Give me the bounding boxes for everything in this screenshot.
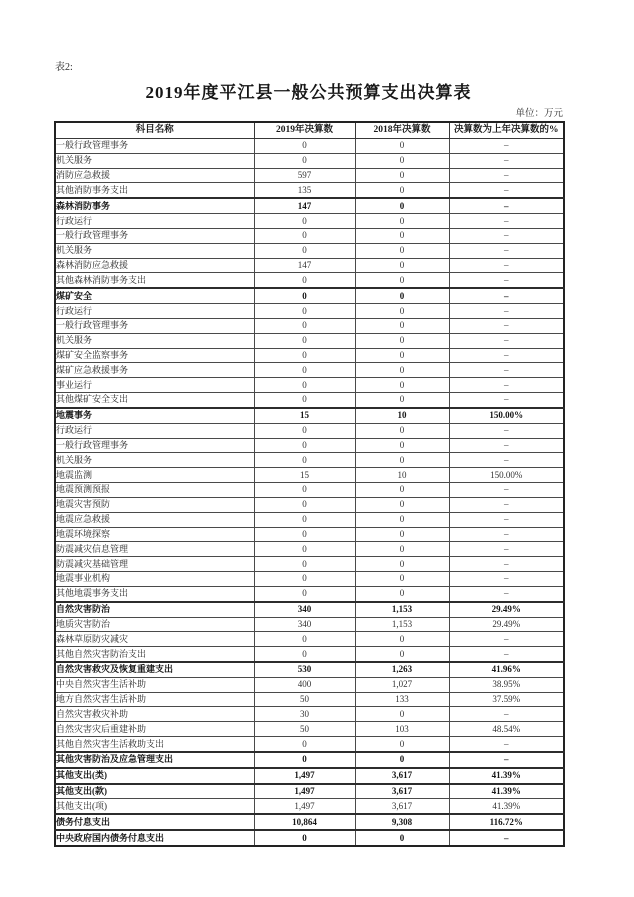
subject-name-cell: 一般行政管理事务 [55,228,254,243]
table-row [55,453,564,468]
value-2018-cell: 0 [355,483,449,498]
percent-cell: 41.39% [449,768,564,784]
value-2019-cell: 400 [254,677,355,692]
percent-cell: 29.49% [449,617,564,632]
percent-cell: – [449,228,564,243]
percent-cell: – [449,288,564,303]
subject-name-cell: 地震监测 [55,468,254,483]
value-2019-cell: 0 [254,288,355,303]
table-row [55,333,564,348]
subject-name-cell: 森林草原防灾减灾 [55,632,254,647]
value-2018-cell: 1,153 [355,602,449,617]
table-row [55,752,564,768]
value-2019-cell: 0 [254,632,355,647]
table-row [55,378,564,393]
table-row [55,737,564,752]
percent-cell: – [449,139,564,154]
value-2019-cell: 15 [254,408,355,423]
value-2019-cell: 0 [254,273,355,288]
value-2019-cell: 0 [254,586,355,601]
subject-name-cell: 其他地震事务支出 [55,586,254,601]
percent-cell: – [449,707,564,722]
percent-cell: 41.39% [449,784,564,799]
value-2019-cell: 0 [254,572,355,587]
value-2019-cell: 0 [254,527,355,542]
percent-cell: – [449,333,564,348]
percent-cell: – [449,830,564,846]
subject-name-cell: 机关服务 [55,453,254,468]
table-row [55,799,564,814]
subject-name-cell: 事业运行 [55,378,254,393]
value-2018-cell: 3,617 [355,799,449,814]
subject-name-cell: 机关服务 [55,153,254,168]
value-2019-cell: 0 [254,557,355,572]
table-row [55,258,564,273]
value-2019-cell: 1,497 [254,784,355,799]
column-header-2019: 2019年决算数 [254,122,355,139]
percent-cell: 41.96% [449,662,564,677]
percent-cell: – [449,363,564,378]
value-2019-cell: 530 [254,662,355,677]
value-2018-cell: 1,263 [355,662,449,677]
value-2018-cell: 0 [355,737,449,752]
value-2019-cell: 0 [254,438,355,453]
value-2019-cell: 147 [254,198,355,213]
value-2018-cell: 0 [355,288,449,303]
percent-cell: – [449,348,564,363]
value-2018-cell: 0 [355,153,449,168]
table-row [55,483,564,498]
percent-cell: – [449,243,564,258]
value-2019-cell: 0 [254,139,355,154]
value-2018-cell: 0 [355,752,449,768]
value-2019-cell: 0 [254,512,355,527]
table-row [55,393,564,408]
percent-cell: – [449,378,564,393]
value-2018-cell: 0 [355,527,449,542]
value-2019-cell: 135 [254,183,355,198]
table-row [55,602,564,617]
value-2019-cell: 340 [254,602,355,617]
subject-name-cell: 其他自然灾害防治支出 [55,647,254,662]
table-row [55,273,564,288]
value-2018-cell: 1,027 [355,677,449,692]
table-row [55,662,564,677]
percent-cell: – [449,423,564,438]
percent-cell: – [449,586,564,601]
percent-cell: – [449,258,564,273]
value-2018-cell: 0 [355,423,449,438]
value-2019-cell: 0 [254,542,355,557]
table-row [55,784,564,799]
percent-cell: – [449,453,564,468]
percent-cell: 116.72% [449,814,564,830]
table-row [55,304,564,319]
table-row [55,542,564,557]
table-row [55,647,564,662]
column-header-subject: 科目名称 [55,122,254,139]
subject-name-cell: 森林消防事务 [55,198,254,213]
subject-name-cell: 一般行政管理事务 [55,318,254,333]
subject-name-cell: 消防应急救援 [55,168,254,183]
value-2018-cell: 0 [355,363,449,378]
value-2018-cell: 0 [355,453,449,468]
subject-name-cell: 自然灾害救灾及恢复重建支出 [55,662,254,677]
value-2019-cell: 0 [254,737,355,752]
percent-cell: – [449,542,564,557]
subject-name-cell: 地方自然灾害生活补助 [55,692,254,707]
percent-cell: 37.59% [449,692,564,707]
table-row [55,512,564,527]
table-row [55,363,564,378]
table-row [55,572,564,587]
table-body [55,139,564,846]
value-2019-cell: 0 [254,228,355,243]
value-2019-cell: 0 [254,423,355,438]
percent-cell: 41.39% [449,799,564,814]
subject-name-cell: 行政运行 [55,423,254,438]
subject-name-cell: 自然灾害救灾补助 [55,707,254,722]
subject-name-cell: 一般行政管理事务 [55,139,254,154]
subject-name-cell: 森林消防应急救援 [55,258,254,273]
value-2019-cell: 0 [254,333,355,348]
value-2019-cell: 0 [254,348,355,363]
subject-name-cell: 中央自然灾害生活补助 [55,677,254,692]
percent-cell: – [449,214,564,229]
table-row [55,768,564,784]
value-2019-cell: 0 [254,647,355,662]
table-row [55,139,564,154]
subject-name-cell: 煤矿安全监察事务 [55,348,254,363]
value-2018-cell: 103 [355,722,449,737]
value-2018-cell: 0 [355,183,449,198]
value-2019-cell: 0 [254,153,355,168]
table-row [55,243,564,258]
value-2018-cell: 10 [355,468,449,483]
subject-name-cell: 其他支出(款) [55,784,254,799]
value-2019-cell: 0 [254,453,355,468]
table-row [55,348,564,363]
value-2018-cell: 0 [355,512,449,527]
value-2019-cell: 15 [254,468,355,483]
table-row [55,183,564,198]
value-2018-cell: 0 [355,348,449,363]
subject-name-cell: 其他消防事务支出 [55,183,254,198]
subject-name-cell: 行政运行 [55,214,254,229]
percent-cell: – [449,647,564,662]
value-2018-cell: 133 [355,692,449,707]
percent-cell: – [449,497,564,512]
table-header-row [55,122,564,139]
subject-name-cell: 地震预测预报 [55,483,254,498]
value-2018-cell: 0 [355,243,449,258]
value-2019-cell: 0 [254,214,355,229]
value-2018-cell: 0 [355,497,449,512]
value-2018-cell: 3,617 [355,768,449,784]
table-row [55,198,564,213]
value-2019-cell: 1,497 [254,768,355,784]
value-2018-cell: 0 [355,333,449,348]
table-row [55,527,564,542]
column-header-percent: 决算数为上年决算数的% [449,122,564,139]
value-2018-cell: 0 [355,304,449,319]
value-2019-cell: 0 [254,363,355,378]
value-2018-cell: 0 [355,318,449,333]
value-2019-cell: 0 [254,752,355,768]
value-2018-cell: 0 [355,393,449,408]
percent-cell: – [449,198,564,213]
subject-name-cell: 其他支出(项) [55,799,254,814]
percent-cell: – [449,393,564,408]
value-2018-cell: 0 [355,378,449,393]
subject-name-cell: 其他煤矿安全支出 [55,393,254,408]
percent-cell: – [449,183,564,198]
budget-table [54,121,565,847]
value-2019-cell: 0 [254,497,355,512]
table-row [55,318,564,333]
subject-name-cell: 机关服务 [55,243,254,258]
subject-name-cell: 煤矿应急救援事务 [55,363,254,378]
percent-cell: – [449,438,564,453]
value-2019-cell: 10,864 [254,814,355,830]
subject-name-cell: 地震事业机构 [55,572,254,587]
value-2019-cell: 0 [254,378,355,393]
subject-name-cell: 自然灾害灾后重建补助 [55,722,254,737]
value-2019-cell: 0 [254,483,355,498]
subject-name-cell: 其他自然灾害生活救助支出 [55,737,254,752]
subject-name-cell: 行政运行 [55,304,254,319]
percent-cell: – [449,483,564,498]
value-2019-cell: 0 [254,304,355,319]
table-row [55,722,564,737]
percent-cell: – [449,527,564,542]
value-2018-cell: 0 [355,632,449,647]
table-row [55,214,564,229]
value-2018-cell: 0 [355,572,449,587]
value-2018-cell: 0 [355,168,449,183]
percent-cell: 29.49% [449,602,564,617]
table-row [55,168,564,183]
subject-name-cell: 债务付息支出 [55,814,254,830]
value-2019-cell: 597 [254,168,355,183]
value-2018-cell: 0 [355,214,449,229]
subject-name-cell: 自然灾害防治 [55,602,254,617]
percent-cell: 48.54% [449,722,564,737]
value-2018-cell: 0 [355,273,449,288]
value-2018-cell: 0 [355,586,449,601]
subject-name-cell: 一般行政管理事务 [55,438,254,453]
value-2018-cell: 0 [355,647,449,662]
table-row [55,617,564,632]
table-row [55,408,564,423]
percent-cell: – [449,752,564,768]
table-row [55,288,564,303]
table-row [55,228,564,243]
table-row [55,632,564,647]
value-2019-cell: 50 [254,692,355,707]
value-2018-cell: 0 [355,542,449,557]
value-2018-cell: 0 [355,258,449,273]
value-2019-cell: 0 [254,830,355,846]
table-row [55,692,564,707]
table-row [55,677,564,692]
table-row [55,153,564,168]
table-row [55,438,564,453]
value-2018-cell: 0 [355,139,449,154]
table-row [55,707,564,722]
percent-cell: – [449,153,564,168]
percent-cell: – [449,572,564,587]
subject-name-cell: 其他灾害防治及应急管理支出 [55,752,254,768]
value-2018-cell: 0 [355,198,449,213]
percent-cell: 150.00% [449,408,564,423]
percent-cell: – [449,557,564,572]
percent-cell: – [449,304,564,319]
value-2018-cell: 3,617 [355,784,449,799]
percent-cell: – [449,632,564,647]
subject-name-cell: 地震灾害预防 [55,497,254,512]
value-2018-cell: 0 [355,707,449,722]
unit-label: 单位：万元 [515,109,563,119]
percent-cell: 150.00% [449,468,564,483]
value-2019-cell: 1,497 [254,799,355,814]
subject-name-cell: 防震减灾信息管理 [55,542,254,557]
table-row [55,497,564,512]
table-row [55,557,564,572]
column-header-2018: 2018年决算数 [355,122,449,139]
subject-name-cell: 机关服务 [55,333,254,348]
subject-name-cell: 地质灾害防治 [55,617,254,632]
subject-name-cell: 防震减灾基础管理 [55,557,254,572]
percent-cell: – [449,512,564,527]
value-2019-cell: 0 [254,243,355,258]
value-2018-cell: 0 [355,228,449,243]
percent-cell: – [449,737,564,752]
value-2018-cell: 0 [355,557,449,572]
table-row [55,814,564,830]
subject-name-cell: 地震事务 [55,408,254,423]
table-row [55,586,564,601]
subject-name-cell: 地震环境探察 [55,527,254,542]
percent-cell: – [449,318,564,333]
table-label: 表2: [55,62,73,73]
value-2019-cell: 0 [254,393,355,408]
percent-cell: – [449,273,564,288]
value-2019-cell: 340 [254,617,355,632]
value-2019-cell: 0 [254,318,355,333]
percent-cell: – [449,168,564,183]
value-2018-cell: 1,153 [355,617,449,632]
subject-name-cell: 中央政府国内债务付息支出 [55,830,254,846]
value-2018-cell: 10 [355,408,449,423]
subject-name-cell: 其他支出(类) [55,768,254,784]
value-2019-cell: 30 [254,707,355,722]
subject-name-cell: 其他森林消防事务支出 [55,273,254,288]
value-2018-cell: 0 [355,438,449,453]
value-2019-cell: 147 [254,258,355,273]
subject-name-cell: 煤矿安全 [55,288,254,303]
table-row [55,830,564,846]
value-2018-cell: 9,308 [355,814,449,830]
percent-cell: 38.95% [449,677,564,692]
page-title: 2019年度平江县一般公共预算支出决算表 [145,83,472,102]
table-row [55,468,564,483]
value-2019-cell: 50 [254,722,355,737]
subject-name-cell: 地震应急救援 [55,512,254,527]
table-row [55,423,564,438]
value-2018-cell: 0 [355,830,449,846]
